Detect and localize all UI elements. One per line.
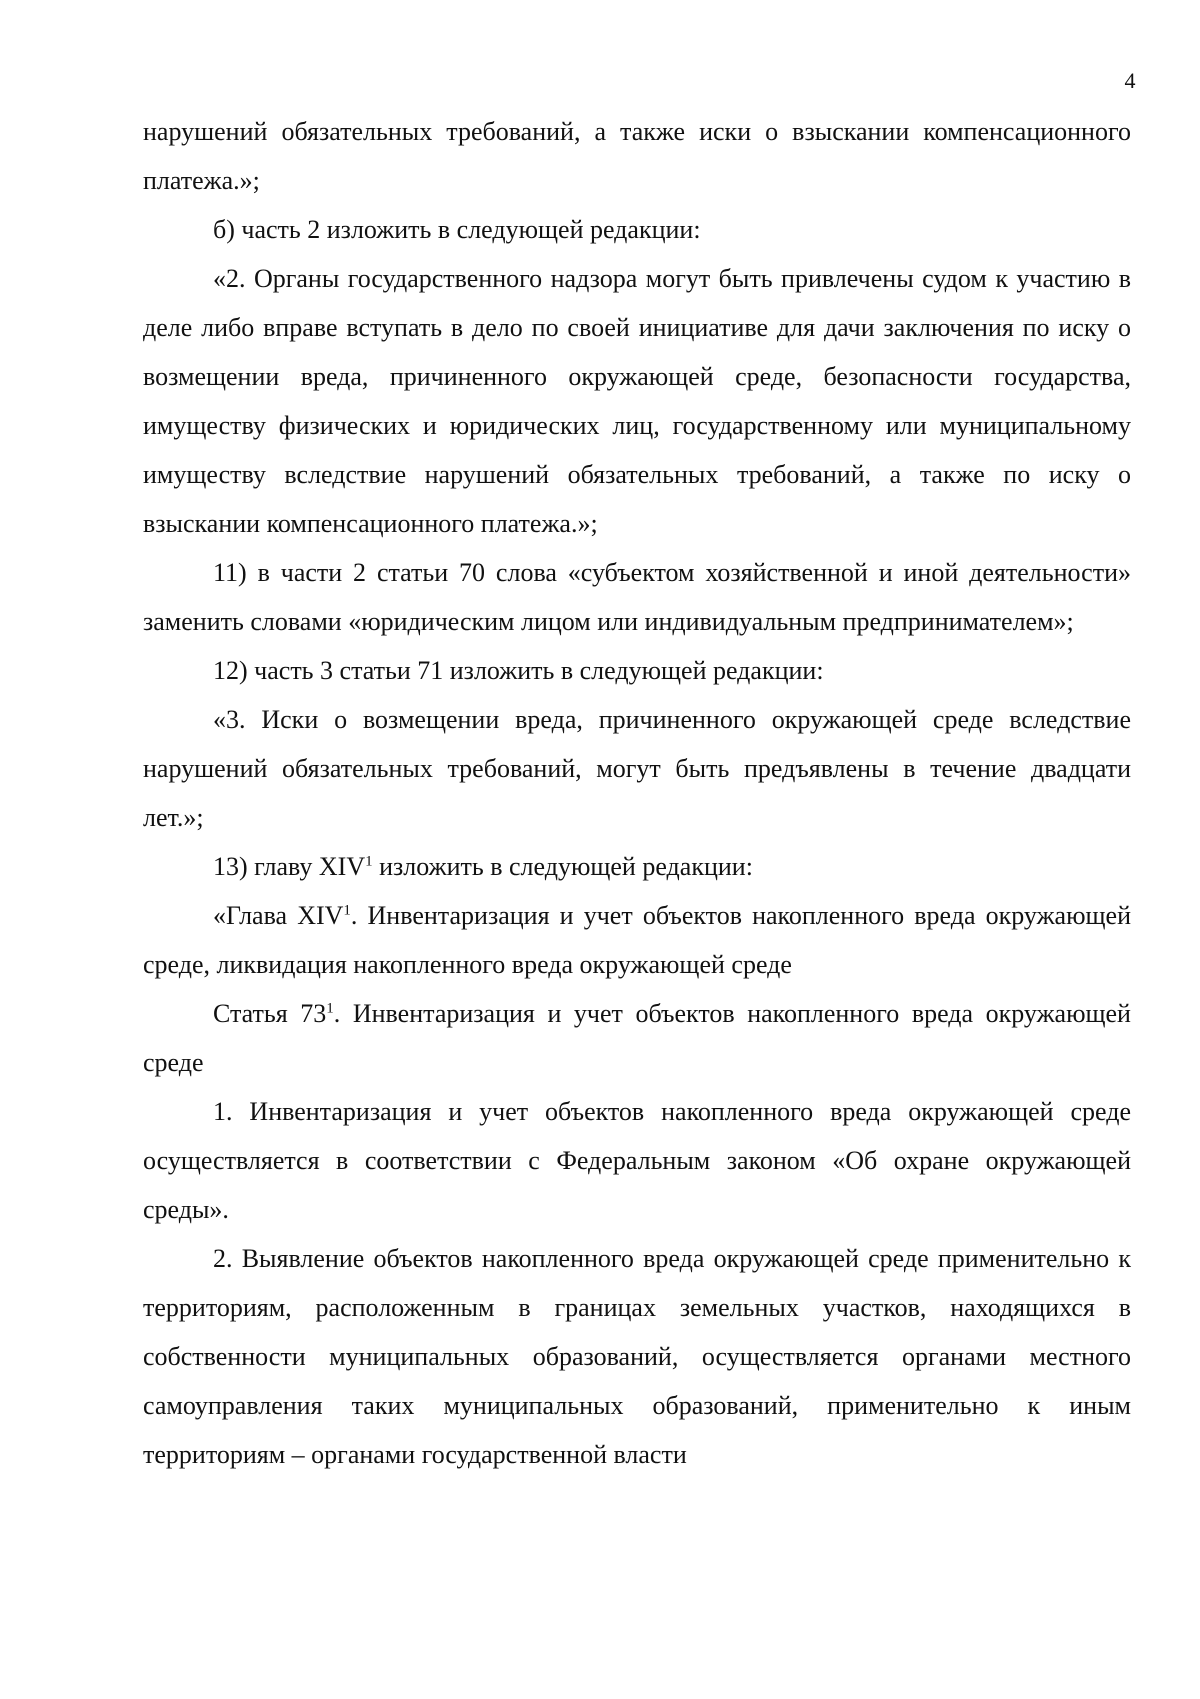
paragraph-item-12: 12) часть 3 статьи 71 изложить в следующей редакции:	[213, 656, 824, 685]
article-heading-before: Статья 73	[213, 999, 327, 1028]
paragraph-item-13	[143, 842, 1131, 891]
article-heading-after: . Инвентаризация и учет объектов накопленного вреда окружающей среде	[143, 999, 1131, 1077]
paragraph-item-b: б) часть 2 изложить в следующей редакции:	[213, 215, 701, 244]
paragraph-item-13-before: 13) главу XIV	[213, 852, 366, 881]
paragraph-article-part-2: 2. Выявление объектов накопленного вреда окружающей среде применительно к территориям, расположенным в границах земельных участков, находящихся в собственности муниципальных образований, осуществляется органами местного самоуправления таких муниципальных образований, применительно к иным территориям – органами государственной власти	[143, 1244, 1131, 1469]
chapter-heading	[143, 891, 1131, 989]
paragraph-continuation: нарушений обязательных требований, а также иски о взыскании компенсационного платежа.»;	[143, 117, 1131, 195]
paragraph-article-part-1: 1. Инвентаризация и учет объектов накопленного вреда окружающей среде осуществляется в соответствии с Федеральным законом «Об охране окружающей среды».	[143, 1097, 1131, 1224]
document-body	[143, 107, 1131, 1479]
page-number: 4	[1124, 68, 1136, 93]
superscript-marker: 1	[326, 1000, 334, 1017]
paragraph-part-3-text: «3. Иски о возмещении вреда, причиненного окружающей среде вследствие нарушений обязательных требований, могут быть предъявлены в течение двадцати лет.»;	[143, 705, 1131, 832]
chapter-heading-before: «Глава XIV	[213, 901, 344, 930]
paragraph-part-2-text: «2. Органы государственного надзора могут быть привлечены судом к участию в деле либо вправе вступать в дело по своей инициативе для дачи заключения по иску о возмещении вреда, причиненного окружающей среде, безопасности государства, имуществу физических и юридических лиц, государственному или муниципальному имуществу вследствие нарушений обязательных требований, а также по иску о взыскании компенсационного платежа.»;	[143, 264, 1131, 538]
article-heading	[143, 989, 1131, 1087]
paragraph-item-13-after: изложить в следующей редакции:	[372, 852, 753, 881]
superscript-marker: 1	[365, 853, 373, 870]
paragraph-item-11: 11) в части 2 статьи 70 слова «субъектом хозяйственной и иной деятельности» заменить словами «юридическим лицом или индивидуальным предпринимателем»;	[143, 558, 1131, 636]
superscript-marker: 1	[343, 902, 351, 919]
chapter-heading-after: . Инвентаризация и учет объектов накопленного вреда окружающей среде, ликвидация накопленного вреда окружающей среде	[143, 901, 1131, 979]
